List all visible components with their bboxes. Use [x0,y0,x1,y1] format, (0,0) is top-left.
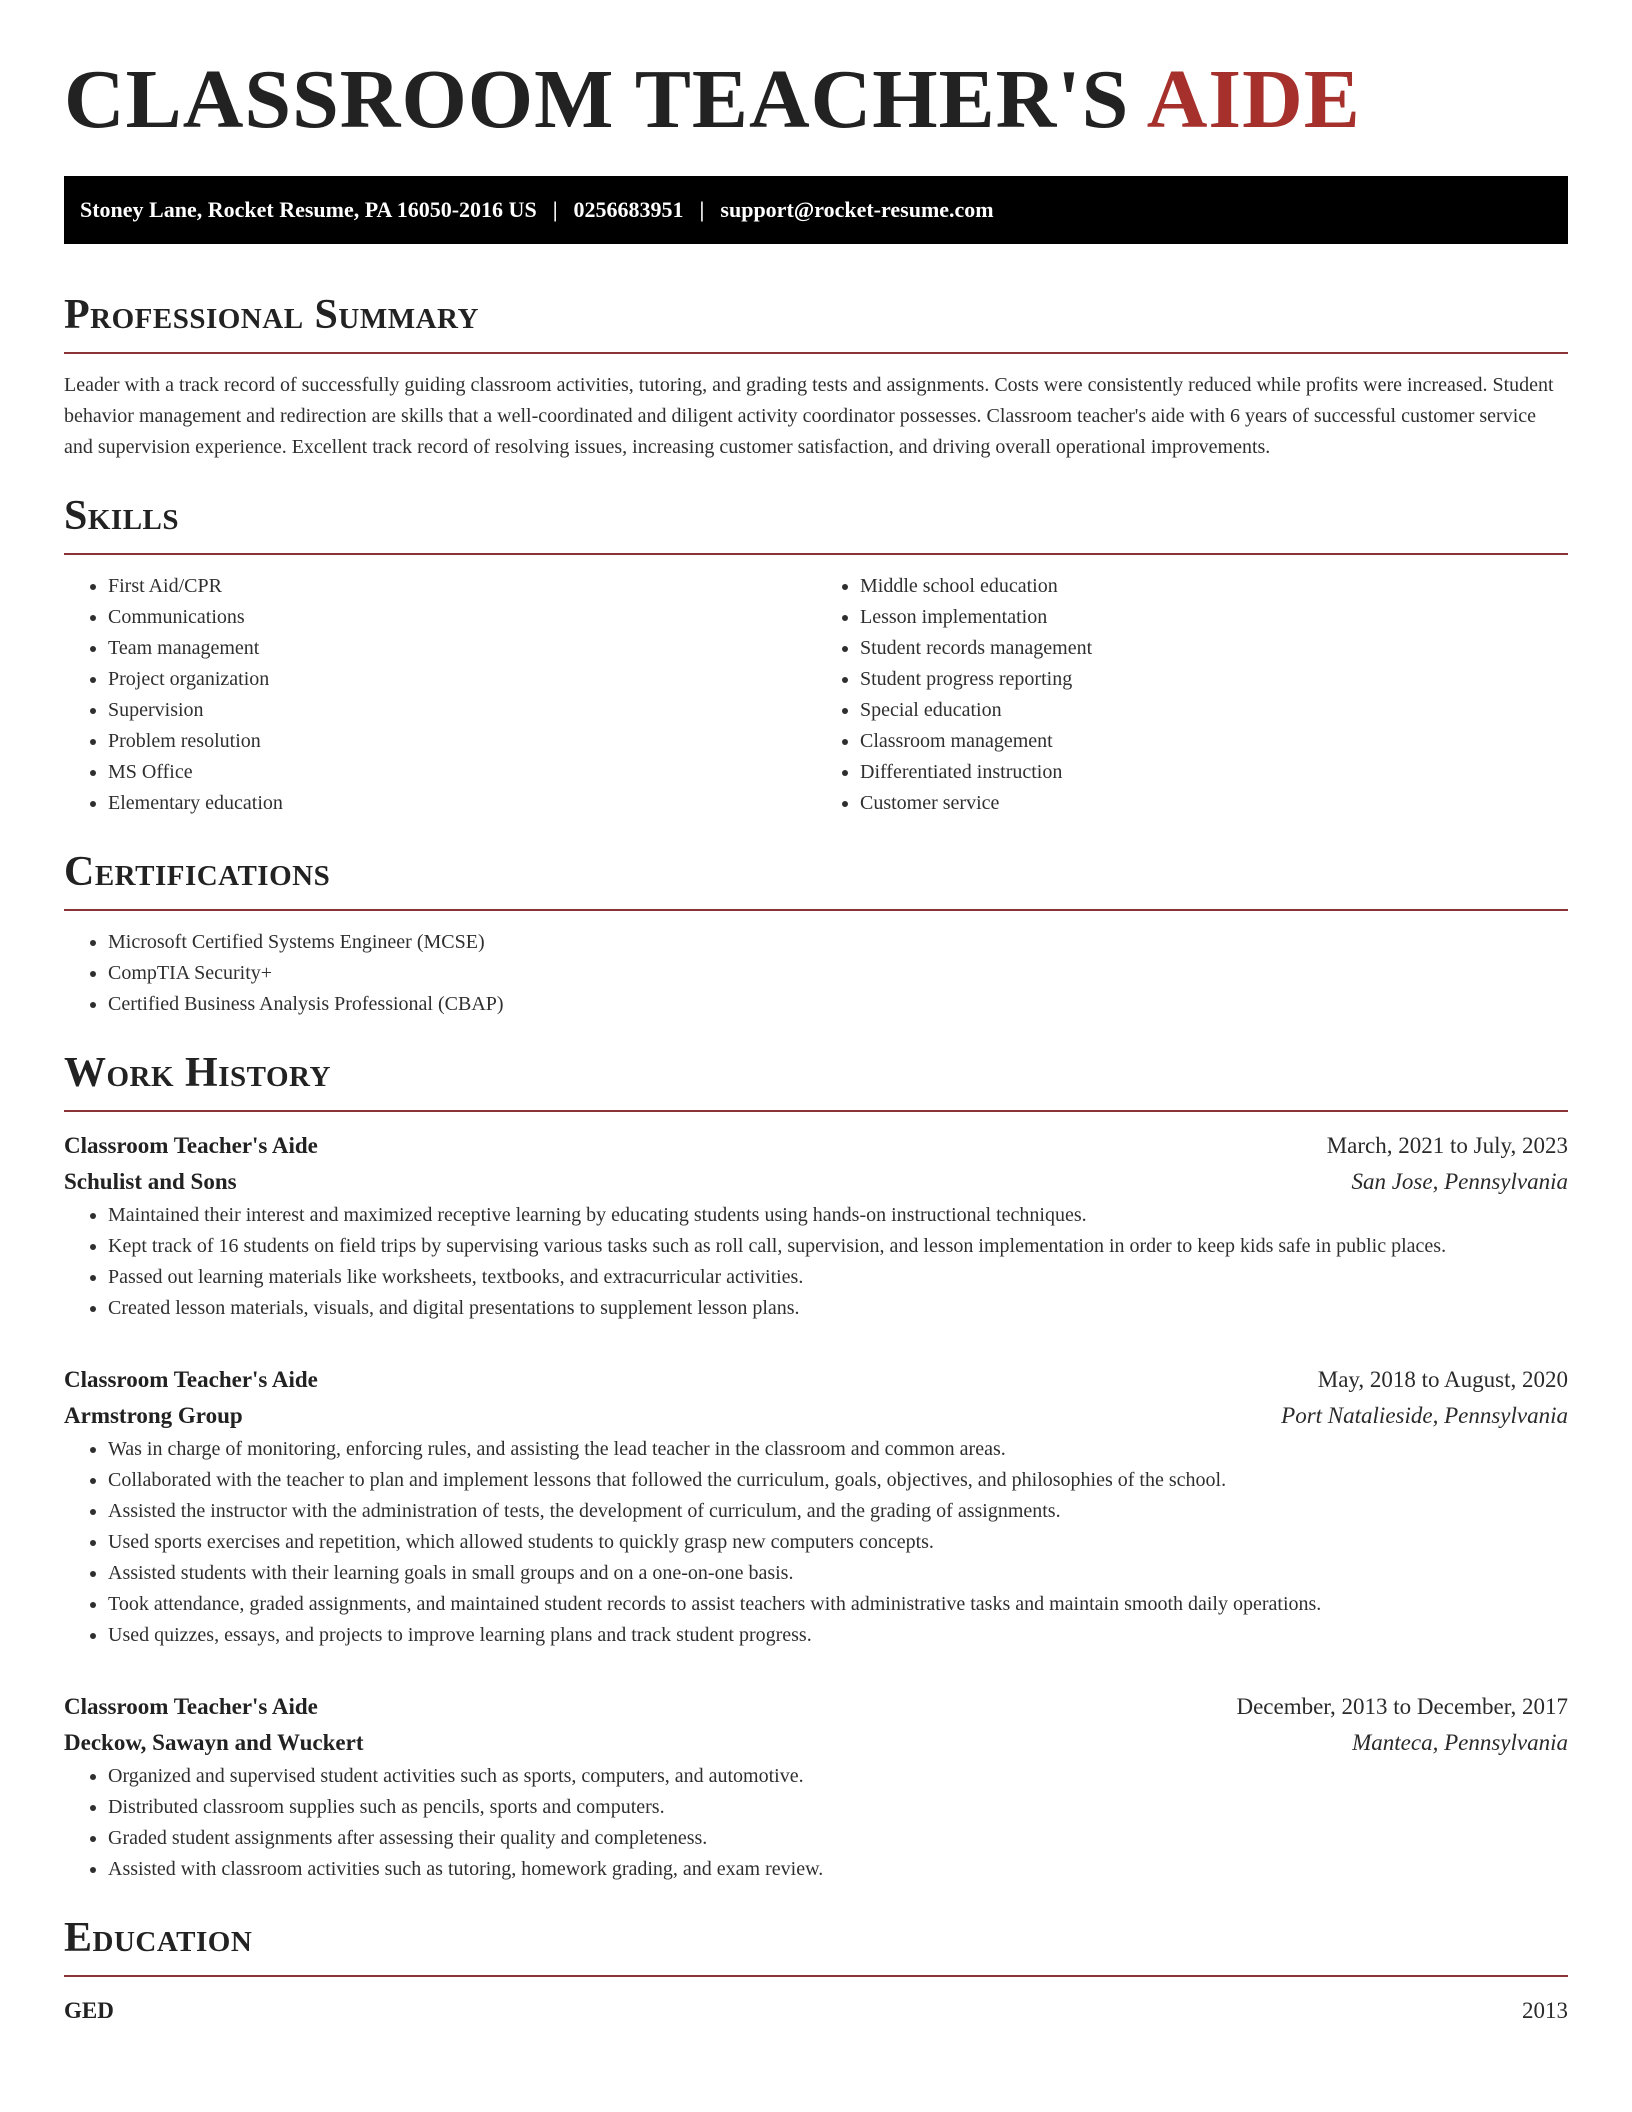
job-duty: • Was in charge of monitoring, enforcing rules, and assisting the lead teacher in the classroom and common areas. [108,1434,1568,1465]
skill-item: • Student progress reporting [860,664,1568,695]
skill-item: • Special education [860,695,1568,726]
job-company: Armstrong Group [64,1403,243,1428]
job-title: Classroom Teacher's Aide [64,1367,318,1392]
skill-item: • Classroom management [860,726,1568,757]
summary-text: Leader with a track record of successfully guiding classroom activities, tutoring, and grading tests and assignments. Costs were consistently reduced while profits were increased. Student behavior management and redirection are skills that a well-coordinated and diligent activity coordinator possesses. Classroom teacher's aide with 6 years of successful customer service and supervision experience. Excellent track record of resolving issues, increasing customer satisfaction, and driving overall operational improvements. [64,374,1554,458]
skills-section [64,495,1568,819]
contact-address: Stoney Lane, Rocket Resume, PA 16050-2016 US [80,197,537,222]
job-title: Classroom Teacher's Aide [64,1694,318,1719]
job-duty: • Collaborated with the teacher to plan and implement lessons that followed the curriculum, goals, objectives, and philosophies of the school. [108,1465,1568,1496]
certification-item: • Certified Business Analysis Professional (CBAP) [108,989,1568,1020]
skill-item: • Student records management [860,633,1568,664]
job-duties-list [64,1200,1568,1324]
skill-item: • Differentiated instruction [860,757,1568,788]
skill-item: • Supervision [108,695,816,726]
skills-column-right [816,571,1568,819]
job-duty: • Assisted students with their learning goals in small groups and on a one-on-one basis. [108,1558,1568,1589]
education-section [64,1917,1568,2029]
contact-phone[interactable]: 0256683951 [573,197,684,222]
certifications-section [64,851,1568,1020]
contact-separator: | [699,197,705,222]
skills-column-left [64,571,816,819]
resume-title [64,0,1568,146]
job-subheader [64,1398,1568,1434]
job-subheader [64,1164,1568,1200]
job-entry [64,1128,1568,1324]
skill-item: • First Aid/CPR [108,571,816,602]
skill-item: • Lesson implementation [860,602,1568,633]
skill-item: • Elementary education [108,788,816,819]
job-duties-list [64,1761,1568,1885]
skill-item: • Project organization [108,664,816,695]
skill-item: • Problem resolution [108,726,816,757]
education-degree: GED [64,1998,114,2023]
job-duty: • Passed out learning materials like worksheets, textbooks, and extracurricular activities. [108,1262,1568,1293]
job-duties-list [64,1434,1568,1651]
job-location: San Jose, Pennsylvania [1351,1169,1568,1194]
job-duty: • Used sports exercises and repetition, which allowed students to quickly grasp new computers concepts. [108,1527,1568,1558]
skills-grid [64,571,1568,819]
title-main: CLASSROOM TEACHER'S [64,53,1130,146]
skills-list-left [64,571,816,819]
section-heading-certifications: Certifications [64,849,331,895]
certification-item: • Microsoft Certified Systems Engineer (MCSE) [108,927,1568,958]
job-dates: December, 2013 to December, 2017 [1236,1694,1568,1719]
job-entry [64,1689,1568,1885]
skill-item: • Customer service [860,788,1568,819]
certifications-list [64,927,1568,1020]
job-company: Schulist and Sons [64,1169,237,1194]
job-location: Port Natalieside, Pennsylvania [1281,1403,1568,1428]
job-dates: March, 2021 to July, 2023 [1326,1133,1568,1158]
certification-item: • CompTIA Security+ [108,958,1568,989]
section-heading-education: Education [64,1915,253,1961]
contact-email[interactable]: support@rocket-resume.com [720,197,994,222]
job-duty: • Used quizzes, essays, and projects to improve learning plans and track student progress. [108,1620,1568,1651]
section-heading-skills: Skills [64,493,180,539]
title-accent: AIDE [1146,53,1361,146]
job-location: Manteca, Pennsylvania [1352,1730,1568,1755]
job-subheader [64,1725,1568,1761]
contact-separator: | [552,197,558,222]
job-header [64,1128,1568,1164]
job-duty: • Kept track of 16 students on field trips by supervising various tasks such as roll call, supervision, and lesson implementation in order to keep kids safe in public places. [108,1231,1568,1262]
job-entry [64,1362,1568,1651]
section-heading-summary: Professional Summary [64,292,479,338]
job-dates: May, 2018 to August, 2020 [1317,1367,1568,1392]
section-heading-work-history: Work History [64,1050,331,1096]
section-divider [64,1975,1568,1977]
contact-bar [64,176,1568,244]
job-duty: • Maintained their interest and maximized receptive learning by educating students using hands-on instructional techniques. [108,1200,1568,1231]
skill-item: • Communications [108,602,816,633]
job-duty: • Created lesson materials, visuals, and digital presentations to supplement lesson plans. [108,1293,1568,1324]
job-company: Deckow, Sawayn and Wuckert [64,1730,364,1755]
job-duty: • Took attendance, graded assignments, and maintained student records to assist teachers with administrative tasks and maintain smooth daily operations. [108,1589,1568,1620]
job-header [64,1689,1568,1725]
job-duty: • Assisted with classroom activities such as tutoring, homework grading, and exam review. [108,1854,1568,1885]
job-duty: • Assisted the instructor with the administration of tests, the development of curriculum, and the grading of assignments. [108,1496,1568,1527]
skill-item: • MS Office [108,757,816,788]
summary-section [64,294,1568,463]
job-title: Classroom Teacher's Aide [64,1133,318,1158]
section-divider [64,553,1568,555]
skills-list-right [816,571,1568,819]
job-duty: • Distributed classroom supplies such as pencils, sports and computers. [108,1792,1568,1823]
skill-item: • Middle school education [860,571,1568,602]
work-history-section [64,1052,1568,1885]
section-divider [64,1110,1568,1112]
job-duty: • Organized and supervised student activities such as sports, computers, and automotive. [108,1761,1568,1792]
education-year: 2013 [1522,1998,1568,2023]
section-divider [64,352,1568,354]
job-duty: • Graded student assignments after assessing their quality and completeness. [108,1823,1568,1854]
skill-item: • Team management [108,633,816,664]
education-entry [64,1993,1568,2029]
job-header [64,1362,1568,1398]
section-divider [64,909,1568,911]
